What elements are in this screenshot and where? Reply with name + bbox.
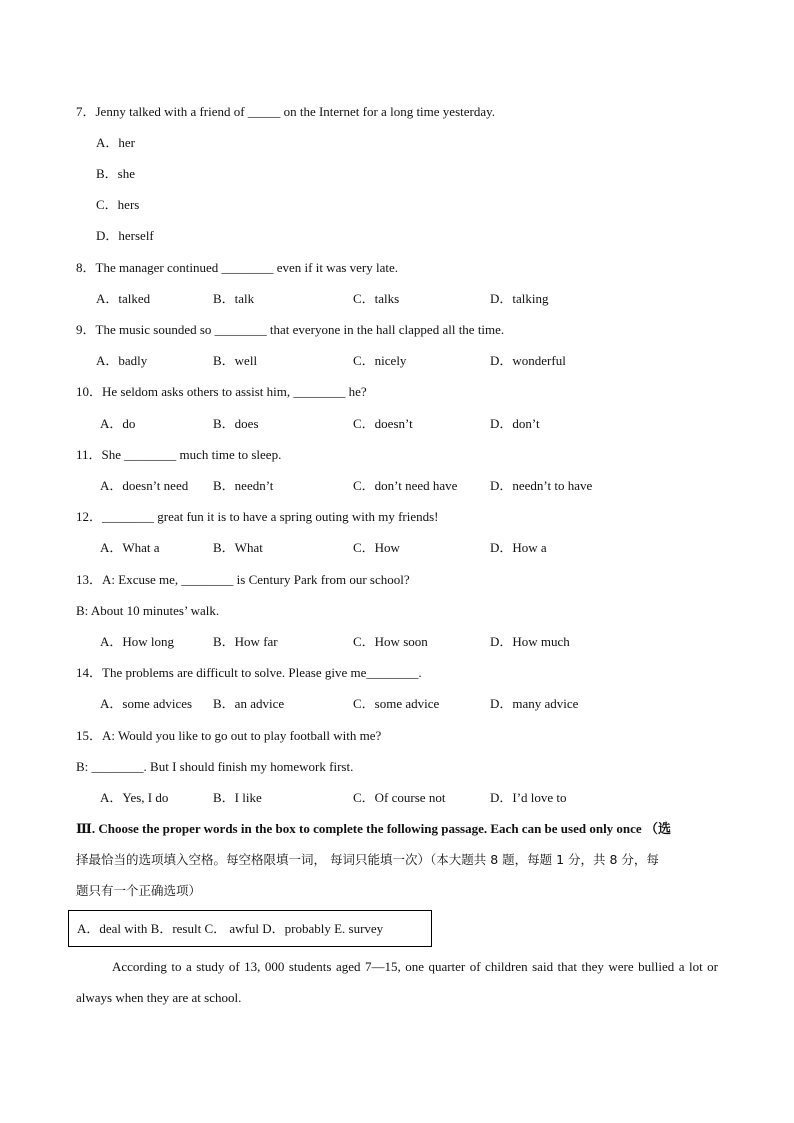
question-7-option-d: D．herself: [96, 228, 154, 243]
question-8-stem: 8．The manager continued ________ even if it was very late.: [76, 260, 399, 275]
option-b: B．talk: [213, 291, 255, 306]
option-c: C．some advice: [353, 696, 440, 711]
option-b: B．needn’t: [213, 478, 274, 493]
question-13-options: [0, 634, 794, 650]
option-c: C．doesn’t: [353, 416, 413, 431]
question-7-option-b: B．she: [96, 166, 136, 181]
option-b: B．How far: [213, 634, 278, 649]
question-8-options: [0, 291, 794, 307]
option-d: D．How a: [490, 540, 547, 555]
option-c: C．How: [353, 540, 400, 555]
option-d: D．How much: [490, 634, 570, 649]
word-box-options: A．deal with B．result C． awful D．probably E. survey: [77, 921, 384, 936]
option-b: B．does: [213, 416, 259, 431]
option-d: D．wonderful: [490, 353, 566, 368]
question-15-stem-reply: B: ________. But I should finish my homework first.: [76, 759, 354, 774]
option-a: A．some advices: [100, 696, 193, 711]
word-box: [68, 910, 432, 947]
option-a: A．What a: [100, 540, 160, 555]
option-d: D．needn’t to have: [490, 478, 593, 493]
option-b: B．What: [213, 540, 263, 555]
option-a: A．talked: [96, 291, 151, 306]
section-3-heading: Ⅲ. Choose the proper words in the box to complete the following passage. Each can be used only once （选: [76, 821, 671, 836]
option-a: A．Yes, I do: [100, 790, 169, 805]
option-a: A．doesn’t need: [100, 478, 189, 493]
question-14-stem: 14．The problems are difficult to solve. Please give me________.: [76, 665, 422, 680]
question-13-stem-reply: B: About 10 minutes’ walk.: [76, 603, 220, 618]
option-d: D．don’t: [490, 416, 540, 431]
question-7-option-a: A．her: [96, 135, 135, 150]
passage-paragraph: According to a study of 13, 000 students aged 7—15, one quarter of children said that they were bullied a lot or always when they are at school.: [76, 959, 718, 1005]
question-14-options: [0, 696, 794, 712]
question-12-options: [0, 540, 794, 556]
option-c: C．don’t need have: [353, 478, 458, 493]
option-a: A．badly: [96, 353, 148, 368]
question-7-stem: 7．Jenny talked with a friend of _____ on the Internet for a long time yesterday.: [76, 104, 496, 119]
question-9-options: [0, 353, 794, 369]
question-10-options: [0, 416, 794, 432]
question-7-option-c: C．hers: [96, 197, 140, 212]
question-13-stem: 13．A: Excuse me, ________ is Century Park from our school?: [76, 572, 410, 587]
option-b: B．an advice: [213, 696, 285, 711]
question-11-options: [0, 478, 794, 494]
option-d: D．I’d love to: [490, 790, 567, 805]
option-d: D．talking: [490, 291, 549, 306]
question-10-stem: 10．He seldom asks others to assist him, ________ he?: [76, 384, 367, 399]
option-a: A．How long: [100, 634, 175, 649]
question-15-options: [0, 790, 794, 806]
question-9-stem: 9．The music sounded so ________ that everyone in the hall clapped all the time.: [76, 322, 505, 337]
option-d: D．many advice: [490, 696, 579, 711]
option-a: A．do: [100, 416, 136, 431]
option-c: C．talks: [353, 291, 400, 306]
section-3-instruction-cont: 题只有一个正确选项）: [76, 883, 202, 898]
section-3-instruction: 择最恰当的选项填入空格。每空格限填一词， 每词只能填一次）（本大题共 8 题，每题 1 分，共 8 分，每: [76, 852, 659, 867]
question-15-stem: 15．A: Would you like to go out to play football with me?: [76, 728, 382, 743]
option-c: C．Of course not: [353, 790, 446, 805]
question-12-stem: 12．________ great fun it is to have a spring outing with my friends!: [76, 509, 439, 524]
option-c: C．How soon: [353, 634, 428, 649]
option-b: B．I like: [213, 790, 262, 805]
question-11-stem: 11．She ________ much time to sleep.: [76, 447, 282, 462]
option-b: B．well: [213, 353, 258, 368]
option-c: C．nicely: [353, 353, 407, 368]
